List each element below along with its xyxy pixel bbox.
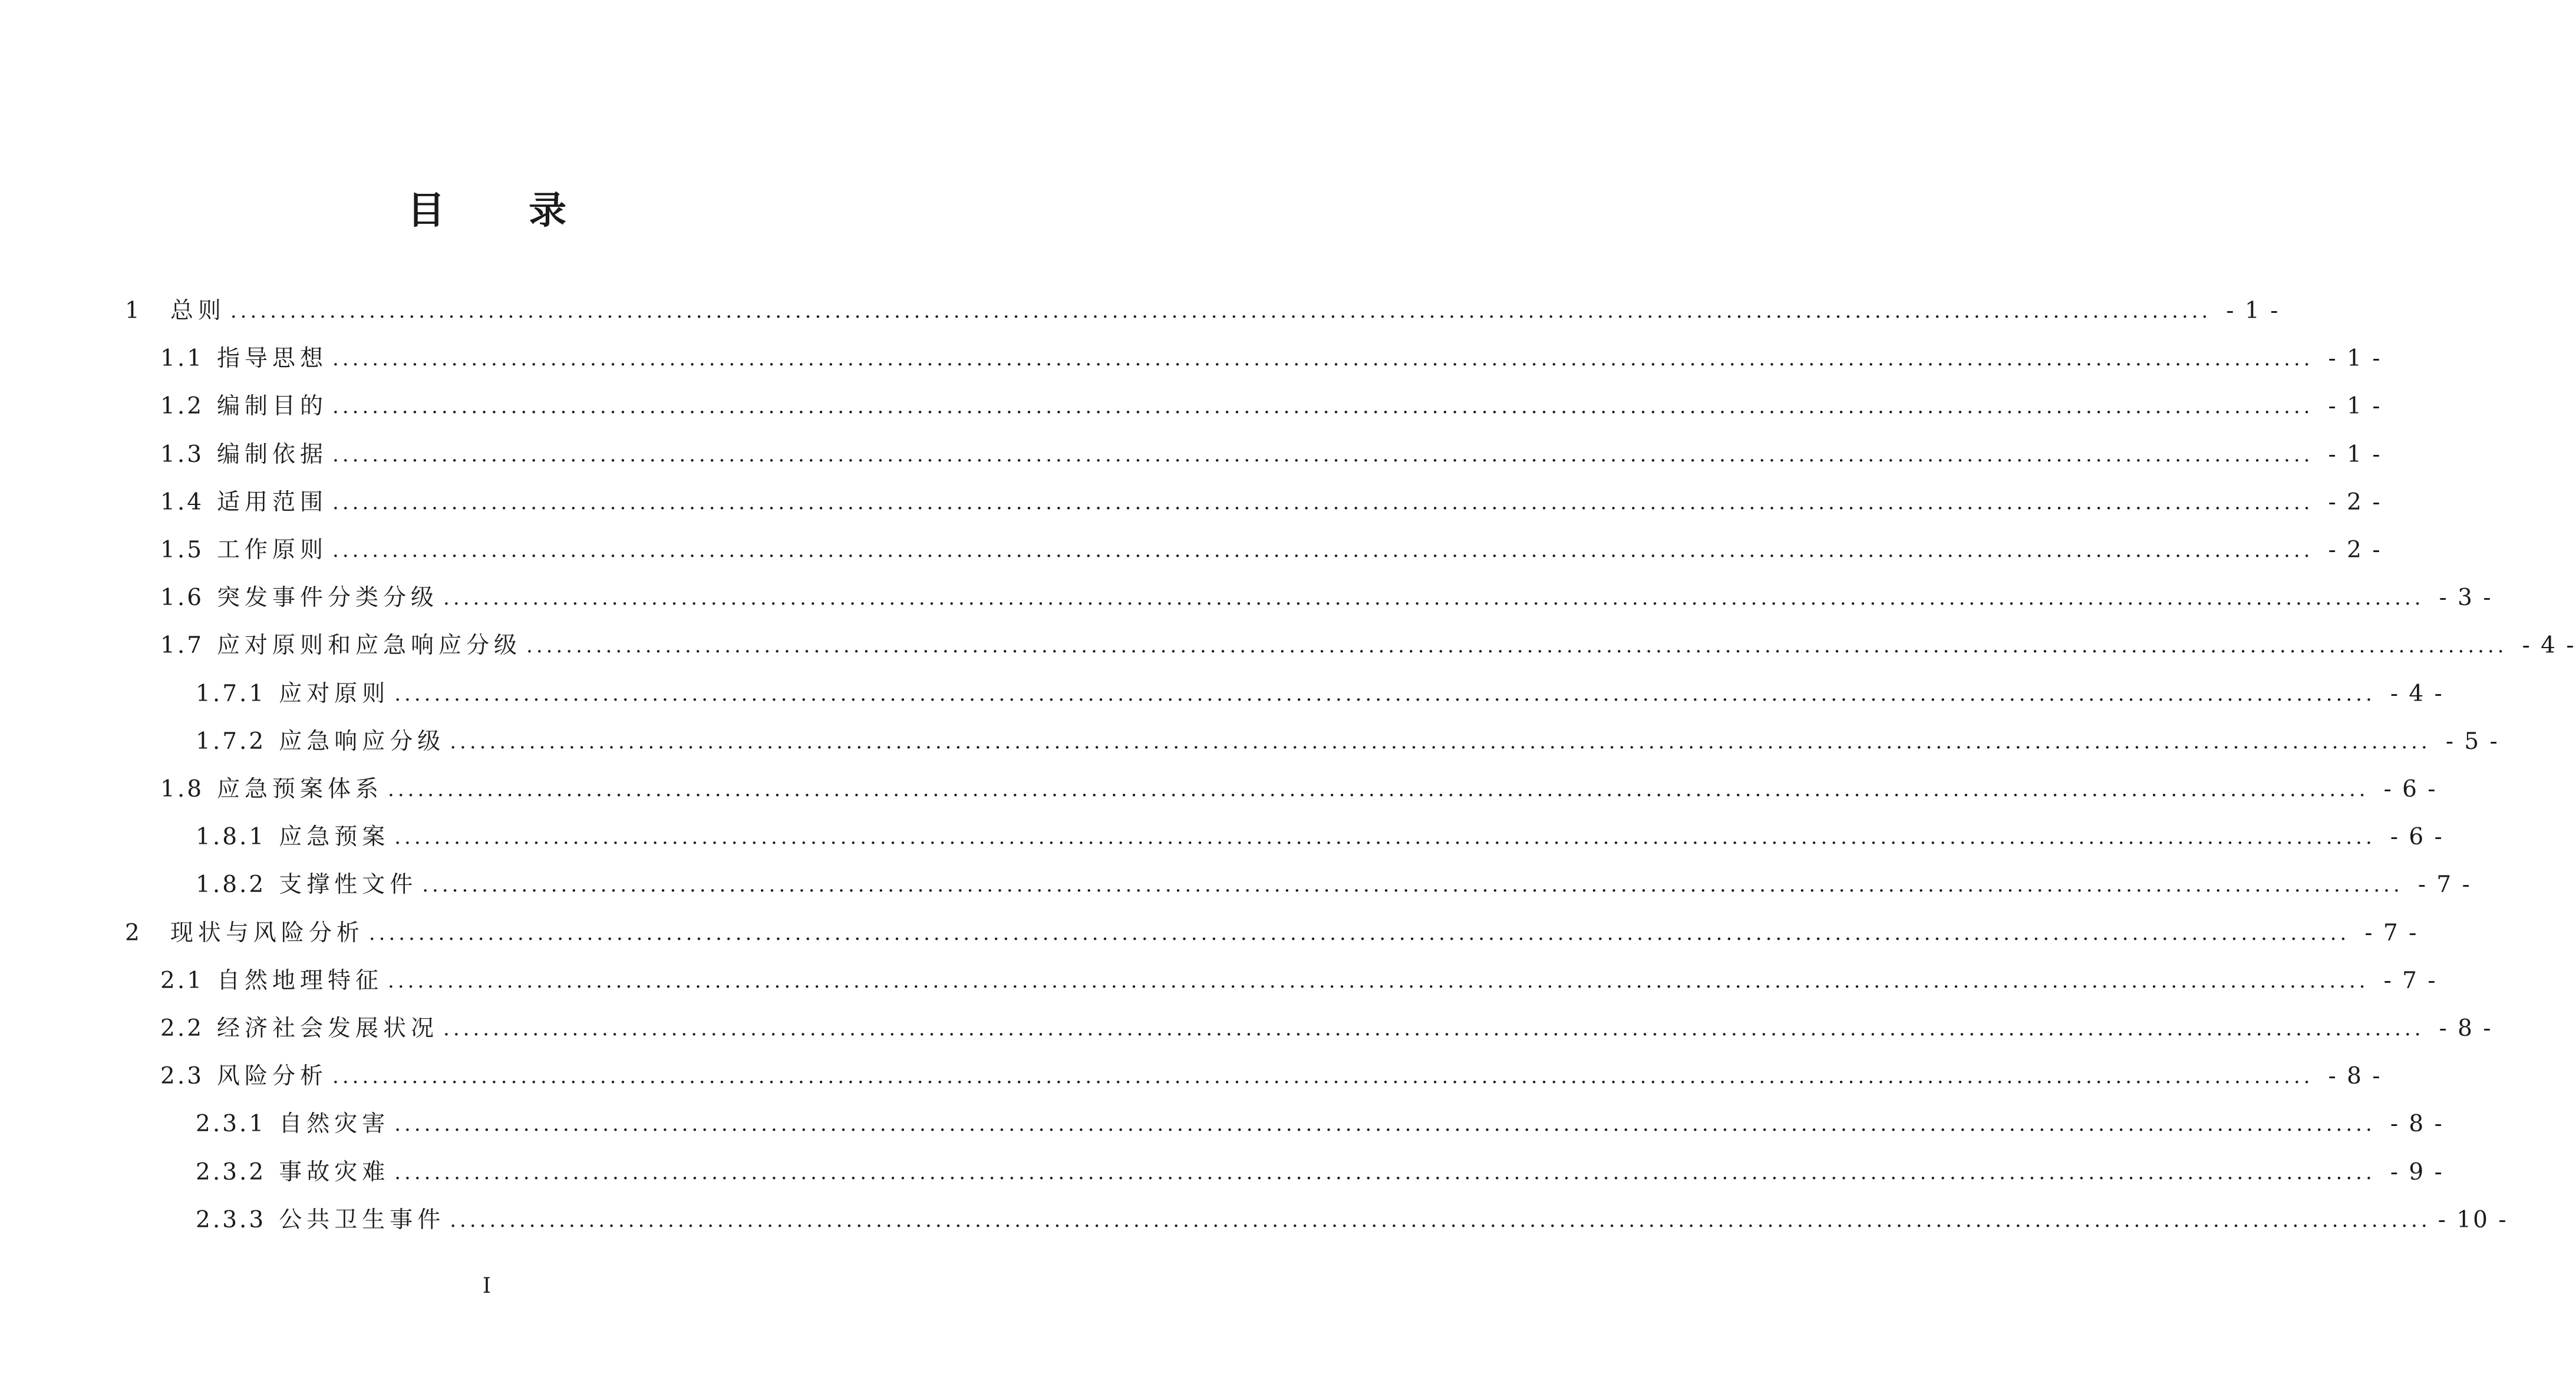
- toc-entry-number: 2.3.1: [196, 1111, 266, 1138]
- page-title: 目 录: [407, 189, 602, 233]
- toc-dot-leader: ........................................................................................................................................................................................................: [450, 1208, 2431, 1232]
- toc-entry-number: 1.8.2: [196, 871, 266, 899]
- toc-dot-leader: ........................................................................................................................................................................................................: [368, 921, 2350, 945]
- toc-entry-number: 2.3.2: [196, 1158, 266, 1186]
- toc-entry-number: 2.1: [160, 967, 205, 994]
- toc-entry-number: 1.2: [160, 393, 205, 420]
- toc-entry-page: - 6 -: [2383, 776, 2438, 803]
- toc-entry-number: 2.3: [160, 1063, 205, 1090]
- toc-entry[interactable]: [196, 820, 2444, 855]
- toc-entry-page: - 1 -: [2226, 298, 2280, 324]
- toc-entry-number: 1.7.1: [196, 680, 266, 707]
- toc-entry-page: - 3 -: [2439, 585, 2493, 612]
- toc-dot-leader: ........................................................................................................................................................................................................: [332, 490, 2314, 514]
- toc-entry-number: 1.1: [160, 345, 205, 372]
- toc-entry[interactable]: [160, 389, 2382, 424]
- toc-entry-number: 1.3: [160, 441, 205, 468]
- toc-dot-leader: ........................................................................................................................................................................................................: [394, 825, 2376, 850]
- toc-entry-page: - 7 -: [2364, 919, 2419, 946]
- toc-entry[interactable]: [196, 1155, 2444, 1190]
- toc-dot-leader: ........................................................................................................................................................................................................: [332, 1065, 2314, 1089]
- toc-entry[interactable]: [196, 676, 2444, 712]
- toc-entry-title: 自然地理特征: [217, 967, 384, 994]
- toc-entry-title: 应急预案: [279, 824, 390, 851]
- toc-dot-leader: ........................................................................................................................................................................................................: [443, 586, 2425, 610]
- toc-entry-title: 指导思想: [217, 345, 328, 372]
- toc-dot-leader: ........................................................................................................................................................................................................: [394, 682, 2376, 706]
- toc-entry[interactable]: [196, 1203, 2508, 1238]
- toc-entry-page: - 1 -: [2328, 441, 2382, 468]
- toc-dot-leader: ........................................................................................................................................................................................................: [526, 634, 2508, 658]
- toc-entry-title: 应对原则和应急响应分级: [217, 632, 522, 659]
- toc-entry-page: - 8 -: [2390, 1111, 2444, 1138]
- toc-entry-number: 1.7: [160, 632, 205, 659]
- toc-entry-title: 自然灾害: [279, 1111, 390, 1138]
- toc-dot-leader: ........................................................................................................................................................................................................: [422, 873, 2403, 897]
- toc-entry-number: 2.3.3: [196, 1206, 266, 1233]
- toc-entry-title: 经济社会发展状况: [217, 1015, 439, 1042]
- toc-entry-page: - 10 -: [2438, 1206, 2508, 1233]
- toc-entry-title: 现状与风险分析: [170, 919, 364, 946]
- toc-entry-number: 1.7.2: [196, 728, 266, 755]
- toc-entry-title: 应急预案体系: [217, 776, 384, 803]
- toc-entry-title: 适用范围: [217, 488, 328, 516]
- toc-entry[interactable]: [160, 772, 2438, 807]
- toc-entry[interactable]: [160, 437, 2382, 473]
- toc-entry[interactable]: [160, 580, 2493, 616]
- toc-entry-title: 编制依据: [217, 441, 328, 468]
- toc-entry-title: 公共卫生事件: [279, 1206, 446, 1233]
- toc-entry-page: - 4 -: [2522, 632, 2576, 659]
- toc-entry-number: 1.4: [160, 488, 205, 516]
- toc-dot-leader: ........................................................................................................................................................................................................: [332, 347, 2314, 371]
- toc-dot-leader: ........................................................................................................................................................................................................: [394, 1112, 2376, 1137]
- toc-entry-page: - 2 -: [2328, 488, 2382, 516]
- toc-entry-title: 风险分析: [217, 1063, 328, 1090]
- toc-dot-leader: ........................................................................................................................................................................................................: [230, 299, 2212, 323]
- toc-entry-title: 编制目的: [217, 393, 328, 420]
- toc-entry-page: - 4 -: [2390, 680, 2444, 707]
- toc-entry[interactable]: [160, 1011, 2493, 1046]
- toc-dot-leader: ........................................................................................................................................................................................................: [450, 729, 2431, 754]
- toc-entry-title: 应急响应分级: [279, 728, 446, 755]
- toc-dot-leader: ........................................................................................................................................................................................................: [332, 443, 2314, 467]
- toc-entry-page: - 5 -: [2445, 728, 2499, 755]
- toc-entry-number: 2.2: [160, 1015, 205, 1042]
- toc-entry-title: 支撑性文件: [279, 871, 418, 899]
- toc-dot-leader: ........................................................................................................................................................................................................: [332, 395, 2314, 419]
- toc-dot-leader: ........................................................................................................................................................................................................: [388, 969, 2369, 993]
- toc-entry[interactable]: [160, 1059, 2382, 1094]
- toc-entry-number: 2: [125, 919, 142, 946]
- toc-entry-number: 1.6: [160, 585, 205, 612]
- toc-entry[interactable]: [160, 341, 2382, 377]
- toc-entry-page: - 8 -: [2439, 1015, 2493, 1042]
- toc-dot-leader: ........................................................................................................................................................................................................: [443, 1017, 2425, 1041]
- toc-dot-leader: ........................................................................................................................................................................................................: [394, 1160, 2376, 1184]
- toc-entry-title: 突发事件分类分级: [217, 585, 439, 612]
- toc-entry-page: - 2 -: [2328, 537, 2382, 563]
- toc-entry[interactable]: [196, 724, 2499, 760]
- toc-entry[interactable]: [160, 533, 2382, 568]
- toc-entry-title: 应对原则: [279, 680, 390, 707]
- toc-entry-page: - 7 -: [2383, 967, 2438, 994]
- toc-dot-leader: ........................................................................................................................................................................................................: [388, 778, 2369, 801]
- toc-entry[interactable]: [160, 628, 2576, 663]
- toc-entry[interactable]: [160, 963, 2438, 999]
- toc-entry-page: - 7 -: [2417, 871, 2472, 899]
- toc-dot-leader: ........................................................................................................................................................................................................: [332, 539, 2314, 562]
- toc-entry-title: 总则: [170, 298, 226, 324]
- toc-entry-page: - 6 -: [2390, 824, 2444, 851]
- toc-entry-number: 1.5: [160, 537, 205, 563]
- toc-entry-number: 1: [125, 298, 142, 324]
- toc-entry[interactable]: [196, 1107, 2444, 1142]
- toc-entry[interactable]: [125, 916, 2419, 951]
- toc-entry[interactable]: [196, 867, 2472, 903]
- toc-entry-page: - 9 -: [2390, 1158, 2444, 1186]
- toc-entry-page: - 8 -: [2328, 1063, 2382, 1090]
- toc-entry-number: 1.8.1: [196, 824, 266, 851]
- toc-entry-title: 工作原则: [217, 537, 328, 563]
- toc-entry-page: - 1 -: [2328, 345, 2382, 372]
- toc-entry-page: - 1 -: [2328, 393, 2382, 420]
- toc-entry[interactable]: [125, 293, 2280, 329]
- page-number: I: [482, 1274, 492, 1298]
- toc-entry[interactable]: [160, 485, 2382, 520]
- toc-entry-title: 事故灾难: [279, 1158, 390, 1186]
- toc-entry-number: 1.8: [160, 776, 205, 803]
